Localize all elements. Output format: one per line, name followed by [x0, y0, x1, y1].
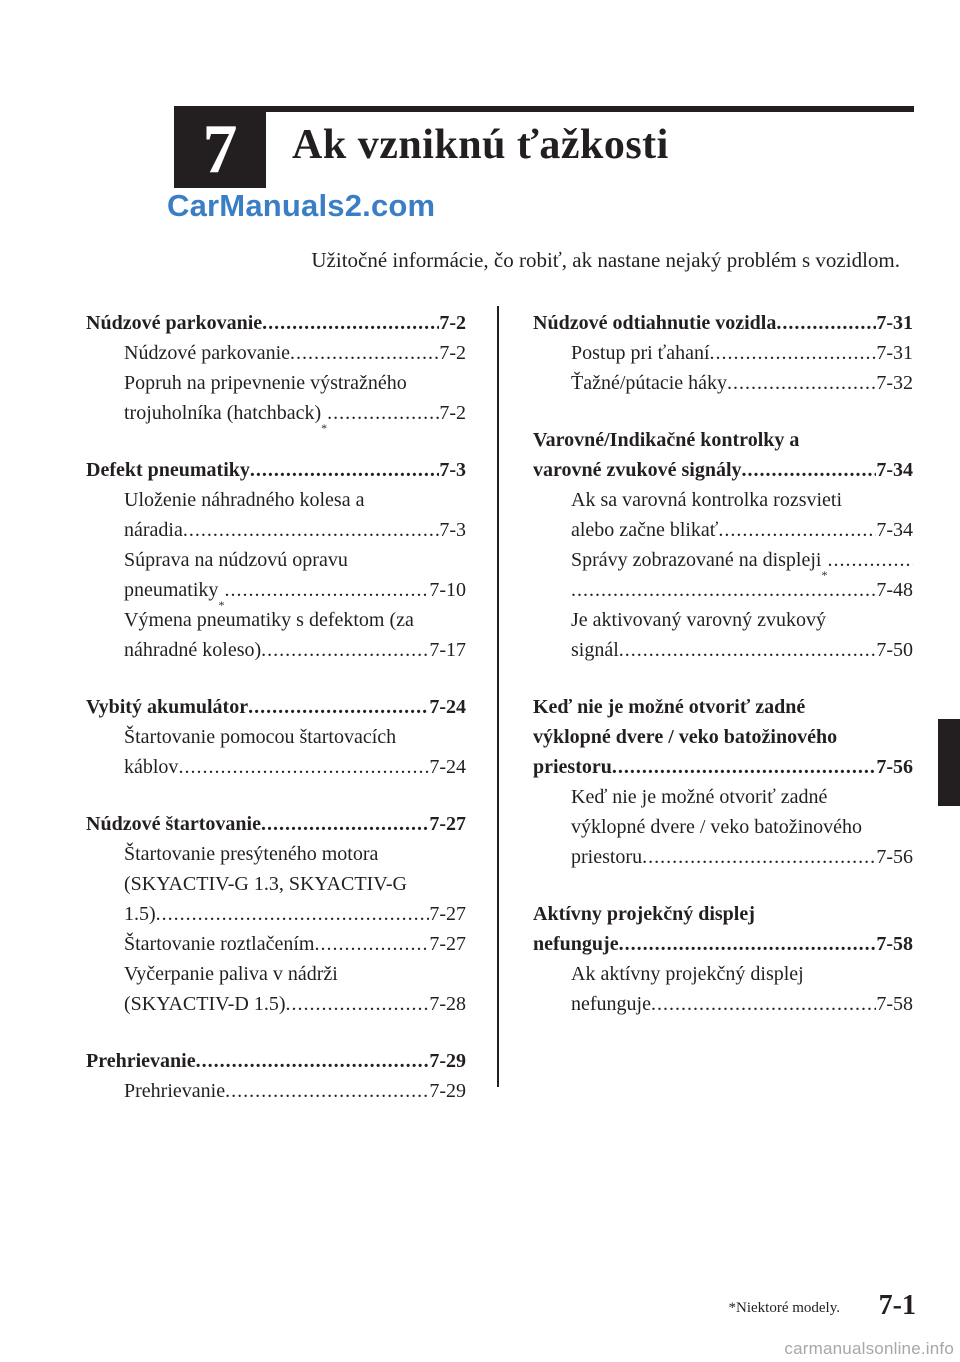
leader-dots — [261, 809, 429, 839]
bottom-watermark: carmanualsonline.info — [784, 1339, 954, 1358]
toc-section — [86, 1046, 466, 1106]
toc-sub-entry[interactable] — [533, 575, 913, 605]
toc-sub-entry[interactable] — [86, 959, 466, 989]
leader-dots — [327, 398, 439, 428]
leader-dots — [619, 929, 877, 959]
toc-entry-text: (SKYACTIV-G 1.3, SKYACTIV-G — [124, 873, 407, 895]
toc-sub-entry[interactable]: pneumatiky * ..... 7-10 — [86, 575, 466, 605]
toc-sub-entry[interactable] — [86, 338, 466, 368]
toc-section — [533, 308, 913, 398]
toc-main-entry[interactable] — [86, 1046, 466, 1076]
toc-sub-entry[interactable] — [533, 515, 913, 545]
toc-entry-text: Uloženie náhradného kolesa a — [124, 489, 365, 511]
toc-sub-entry[interactable] — [86, 635, 466, 665]
leader-dots — [248, 692, 429, 722]
toc-main-entry[interactable] — [533, 899, 913, 929]
toc-entry-text: Defekt pneumatiky — [86, 459, 250, 481]
toc-page-ref: 7-31 — [876, 312, 913, 334]
toc-sub-entry[interactable] — [86, 545, 466, 575]
toc-sub-entry[interactable] — [86, 752, 466, 782]
toc-entry-text: 1.5) — [124, 903, 156, 925]
toc-main-entry[interactable] — [533, 692, 913, 722]
toc-entry-text: káblov — [124, 756, 179, 778]
toc-page-ref: 7-3 — [439, 519, 466, 541]
leader-dots — [224, 575, 429, 605]
toc-entry-text: trojuholníka (hatchback) — [124, 402, 322, 424]
toc-entry-text: alebo začne blikať — [571, 519, 719, 541]
toc-entry-text: náradia — [124, 519, 183, 541]
toc-entry-text: Správy zobrazované na displeji — [571, 549, 822, 571]
leader-dots — [776, 308, 876, 338]
toc-section — [86, 692, 466, 782]
toc-entry-text: priestoru — [571, 846, 643, 868]
toc-sub-entry[interactable] — [86, 722, 466, 752]
toc-entry-text: Ak aktívny projekčný displej — [571, 963, 804, 985]
toc-left-column — [86, 308, 466, 1133]
toc-page-ref: 7-34 — [876, 519, 913, 541]
toc-main-entry[interactable] — [86, 308, 466, 338]
leader-dots — [261, 635, 429, 665]
toc-entry-text: Keď nie je možné otvoriť zadné — [533, 696, 806, 718]
toc-entry-text: Núdzové parkovanie — [86, 312, 263, 334]
toc-entry-text: Núdzové štartovanie — [86, 813, 261, 835]
toc-section — [533, 692, 913, 872]
toc-sub-entry[interactable] — [86, 515, 466, 545]
toc-right-column — [533, 308, 913, 1046]
toc-entry-text: Aktívny projekčný displej — [533, 903, 755, 925]
toc-page-ref: 7-56 — [876, 756, 913, 778]
toc-main-entry[interactable] — [533, 308, 913, 338]
chapter-subtitle: Užitočné informácie, čo robiť, ak nastane nejaký problém s vozidlom. — [311, 248, 900, 272]
toc-sub-entry[interactable] — [86, 368, 466, 398]
leader-dots — [250, 455, 439, 485]
leader-dots — [314, 929, 429, 959]
toc-page-ref: 7-34 — [876, 459, 913, 481]
toc-entry-text: Ťažné/pútacie háky — [571, 372, 728, 394]
toc-sub-entry[interactable] — [533, 368, 913, 398]
toc-sub-entry[interactable] — [533, 842, 913, 872]
leader-dots — [827, 545, 913, 575]
toc-entry-text: varovné zvukové signály — [533, 459, 742, 481]
toc-main-entry[interactable] — [533, 722, 913, 752]
toc-page-ref: 7-32 — [876, 372, 913, 394]
toc-sub-entry[interactable] — [86, 989, 466, 1019]
toc-sub-entry[interactable]: Správy zobrazované na displeji * ..... — [533, 545, 913, 575]
toc-main-entry[interactable] — [533, 929, 913, 959]
chapter-number-box — [174, 112, 266, 188]
page-number: 7-1 — [878, 1290, 916, 1321]
toc-page-ref: 7-58 — [876, 993, 913, 1015]
toc-page-ref: 7-58 — [876, 933, 913, 955]
leader-dots — [727, 368, 876, 398]
chapter-title: Ak vzniknú ťažkosti — [292, 122, 669, 168]
toc-entry-text: signál — [571, 639, 619, 661]
toc-entry-text: Vybitý akumulátor — [86, 696, 249, 718]
toc-section — [86, 308, 466, 435]
footnote: *Niektoré modely. — [728, 1300, 840, 1316]
toc-sub-entry[interactable] — [533, 812, 913, 842]
toc-page-ref: 7-10 — [429, 579, 466, 601]
toc-entry-text: Keď nie je možné otvoriť zadné — [571, 786, 828, 808]
toc-sub-entry[interactable] — [533, 989, 913, 1019]
toc-main-entry[interactable] — [533, 455, 913, 485]
toc-page-ref: 7-50 — [876, 639, 913, 661]
leader-dots — [290, 338, 439, 368]
toc-sub-entry[interactable] — [86, 839, 466, 869]
leader-dots — [571, 575, 876, 605]
toc-sub-entry[interactable] — [533, 485, 913, 515]
toc-sub-entry[interactable] — [86, 929, 466, 959]
toc-entry-text: (SKYACTIV-D 1.5) — [124, 993, 286, 1015]
leader-dots — [196, 1046, 430, 1076]
leader-dots — [642, 842, 876, 872]
toc-sub-entry[interactable] — [533, 635, 913, 665]
toc-section — [533, 425, 913, 665]
toc-entry-text: Štartovanie pomocou štartovacích — [124, 726, 397, 748]
toc-entry-text: Prehrievanie — [124, 1080, 226, 1102]
leader-dots — [156, 899, 430, 929]
toc-sub-entry[interactable]: trojuholníka (hatchback) * ..... 7-2 — [86, 398, 466, 428]
toc-page-ref: 7-48 — [876, 579, 913, 601]
toc-entry-text: Je aktivovaný varovný zvukový — [571, 609, 826, 631]
toc-entry-text: Popruh na pripevnenie výstražného — [124, 372, 407, 394]
toc-entry-text: Núdzové parkovanie — [124, 342, 291, 364]
toc-entry-text: Núdzové odtiahnutie vozidla — [533, 312, 777, 334]
toc-page-ref: 7-27 — [429, 813, 466, 835]
chapter-number: 7 — [202, 111, 238, 188]
toc-sub-entry[interactable] — [86, 485, 466, 515]
leader-dots — [285, 989, 429, 1019]
toc-page-ref: 7-2 — [439, 342, 466, 364]
toc-sub-entry[interactable] — [533, 605, 913, 635]
leader-dots — [718, 515, 876, 545]
column-divider — [497, 306, 499, 1087]
toc-page-ref: 7-29 — [429, 1050, 466, 1072]
leader-dots — [178, 752, 429, 782]
toc-entry-text: Štartovanie presýteného motora — [124, 843, 379, 865]
toc-main-entry[interactable] — [533, 752, 913, 782]
leader-dots — [742, 455, 877, 485]
toc-entry-text: nefunguje — [533, 933, 619, 955]
toc-entry-text: výklopné dvere / veko batožinového — [533, 726, 838, 748]
toc-page-ref: 7-24 — [429, 756, 466, 778]
toc-entry-text: Prehrievanie — [86, 1050, 196, 1072]
toc-entry-text: výklopné dvere / veko batožinového — [571, 816, 863, 838]
toc-entry-text: Varovné/Indikačné kontrolky a — [533, 429, 800, 451]
toc-entry-text: Postup pri ťahaní — [571, 342, 710, 364]
site-watermark: CarManuals2.com — [167, 188, 436, 223]
toc-entry-text: pneumatiky — [124, 579, 219, 601]
toc-page-ref: 7-56 — [876, 846, 913, 868]
toc-sub-entry[interactable] — [533, 959, 913, 989]
toc-sub-entry[interactable] — [86, 1076, 466, 1106]
toc-page-ref: 7-27 — [429, 933, 466, 955]
toc-section — [86, 455, 466, 665]
toc-page-ref: 7-24 — [429, 696, 466, 718]
toc-main-entry[interactable] — [86, 692, 466, 722]
toc-section — [533, 899, 913, 1019]
toc-entry-text: Štartovanie roztlačením — [124, 933, 315, 955]
toc-entry-text: náhradné koleso) — [124, 639, 262, 661]
toc-entry-text: priestoru — [533, 756, 612, 778]
toc-page-ref: 7-31 — [876, 342, 913, 364]
toc-entry-text: Vyčerpanie paliva v nádrži — [124, 963, 338, 985]
leader-dots — [183, 515, 439, 545]
leader-dots — [612, 752, 876, 782]
toc-sub-entry[interactable] — [86, 605, 466, 635]
toc-page-ref: 7-28 — [429, 993, 466, 1015]
leader-dots — [262, 308, 439, 338]
toc-page-ref: 7-2 — [439, 312, 466, 334]
toc-main-entry[interactable] — [86, 455, 466, 485]
toc-main-entry[interactable] — [86, 809, 466, 839]
leader-dots — [651, 989, 876, 1019]
toc-page-ref: 7-27 — [429, 903, 466, 925]
toc-page-ref: 7-29 — [429, 1080, 466, 1102]
toc-page-ref: 7-3 — [439, 459, 466, 481]
toc-sub-entry[interactable] — [533, 782, 913, 812]
chapter-top-rule — [174, 106, 914, 112]
toc-entry-text: Súprava na núdzovú opravu — [124, 549, 348, 571]
toc-entry-text: Ak sa varovná kontrolka rozsvieti — [571, 489, 843, 511]
chapter-thumb-tab — [938, 719, 960, 806]
toc-section — [86, 809, 466, 1019]
toc-page-ref: 7-2 — [439, 402, 466, 424]
toc-sub-entry[interactable] — [86, 899, 466, 929]
toc-entry-text: Výmena pneumatiky s defektom (za — [124, 609, 414, 631]
toc-main-entry[interactable] — [533, 425, 913, 455]
toc-entry-text: nefunguje — [571, 993, 651, 1015]
leader-dots — [710, 338, 877, 368]
leader-dots — [619, 635, 877, 665]
leader-dots — [225, 1076, 429, 1106]
toc-sub-entry[interactable] — [86, 869, 466, 899]
toc-sub-entry[interactable] — [533, 338, 913, 368]
toc-page-ref: 7-17 — [429, 639, 466, 661]
